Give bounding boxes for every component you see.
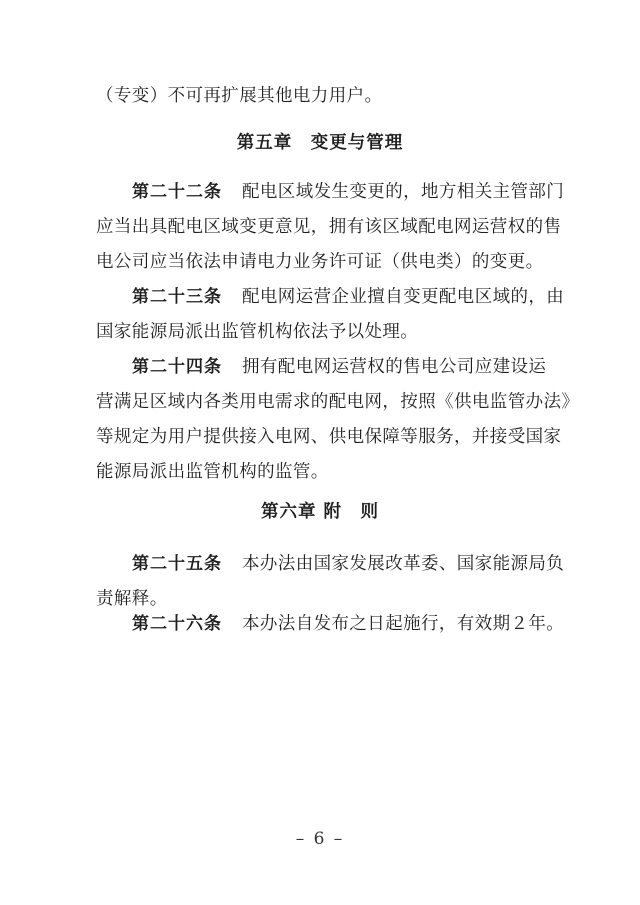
chapter-heading: 第五章 变更与管理 (236, 133, 404, 153)
article-22-line (132, 180, 564, 204)
article-24-line (132, 355, 546, 379)
article-number: 第二十四条 (132, 357, 222, 377)
paragraph-line: 营满足区域内各类用电需求的配电网，按照《供电监管办法》 (96, 392, 580, 412)
paragraph-line: 责解释。 (96, 589, 168, 609)
article-number: 第二十五条 (132, 554, 222, 574)
paragraph-line: （专变）不可再扩展其他电力用户。 (96, 86, 383, 106)
paragraph-line: 应当出具配电区域变更意见，拥有该区域配电网运营权的售 (96, 217, 562, 237)
article-number: 第二十三条 (132, 287, 222, 307)
article-26-line (132, 612, 564, 636)
paragraph-line: 能源局派出监管机构的监管。 (96, 462, 329, 482)
article-number: 第二十二条 (132, 182, 222, 202)
article-25-line (132, 552, 564, 576)
chapter-heading: 第六章 附 则 (260, 502, 380, 522)
article-23-line (132, 285, 564, 309)
article-text: 配电区域发生变更的，地方相关主管部门 (242, 182, 565, 202)
article-text: 配电网运营企业擅自变更配电区域的，由 (242, 287, 565, 307)
article-number: 第二十六条 (132, 614, 222, 634)
paragraph-line: 电公司应当依法申请电力业务许可证（供电类）的变更。 (96, 252, 544, 272)
page-number: – 6 – (295, 829, 345, 849)
article-text: 本办法由国家发展改革委、国家能源局负 (242, 554, 565, 574)
article-text: 拥有配电网运营权的售电公司应建设运 (242, 357, 547, 377)
paragraph-line: 等规定为用户提供接入电网、供电保障等服务，并接受国家 (96, 427, 562, 447)
article-text: 本办法自发布之日起施行，有效期２年。 (242, 614, 565, 634)
paragraph-line: 国家能源局派出监管机构依法予以处理。 (96, 322, 419, 342)
